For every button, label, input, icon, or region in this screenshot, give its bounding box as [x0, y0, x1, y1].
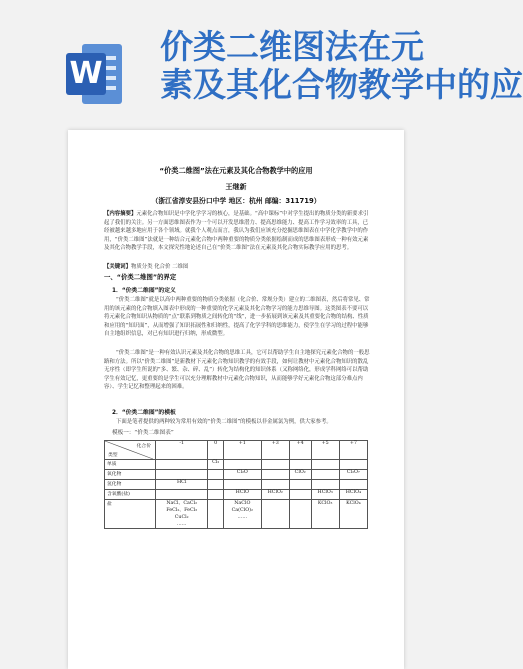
table-cell [289, 500, 311, 529]
table-cell [339, 480, 367, 490]
subsection-heading-1-2: 2．“价类二维图”的模板 [112, 410, 176, 416]
document-school: （浙江省淳安县汾口中学 地区：杭州 邮编：311719） [151, 197, 321, 205]
word-logo-letter: W [66, 53, 106, 95]
valence-header: -1 [156, 441, 208, 460]
subsection-heading-1-1: 1．“价类二维图”的定义 [112, 288, 176, 294]
row-label: 单质 [105, 460, 156, 470]
table-row [105, 470, 368, 480]
corner-bottom-label: 类型 [108, 453, 118, 458]
table-cell [261, 470, 289, 480]
table-cell [289, 480, 311, 490]
document-page [68, 130, 404, 669]
table-corner-cell [105, 441, 156, 460]
row-label: 含氧酸(盐) [105, 490, 156, 500]
table-cell: ClO₂ [289, 470, 311, 480]
word-doc-icon [66, 44, 122, 104]
valence-header: +4 [289, 441, 311, 460]
table-cell [311, 480, 339, 490]
section-heading-1: 一、“价类二维图”的界定 [104, 273, 177, 281]
table-cell [289, 490, 311, 500]
corner-top-label: 化合价 [136, 444, 151, 449]
table-row [105, 490, 368, 500]
table-cell [208, 490, 224, 500]
table-cell: Cl₂O₇ [339, 470, 367, 480]
valence-header: +3 [261, 441, 289, 460]
table-cell: HClO [224, 490, 262, 500]
template-label: 模板一：“价类二维图表” [112, 430, 174, 436]
table-cell: KClO₄ [339, 500, 367, 529]
keywords-text: 物质分类 化合价 二维图 [130, 264, 189, 270]
valence-header: 0 [208, 441, 224, 460]
table-cell: HClO₄ [339, 490, 367, 500]
table-cell [261, 500, 289, 529]
table-cell: NaCl、CaCl₂ FeCl₂、FeCl₃ CuCl₂ …… [156, 500, 208, 529]
banner-title-line1: 价类二维图法在元 [160, 27, 424, 66]
document-author: 王继新 [225, 183, 247, 191]
table-cell: HClO₂ [261, 490, 289, 500]
paragraph-1: “价类二维图”就是以高中两种重要的物质分类依据（化合价、常规分类）建立的二维图表，然后将常见、常用的该元素的化合物填入图表中形成的一种重要的化学元素及其化合物学习的能力思维导图。这类图表不要可以将元素化合物知识从物质的“点”联系到物质之间转化的“线”，进一步拓展到该元素及其重要化合物的结构、性质和应用的“知识面”，从而增强了知识拓展性和归纳性，提高了化学学科的思维能力，使学生在学习的过程中能够自主地组织信息，对已有知识进行归纳，形成微型。 [104, 297, 370, 338]
valence-header: +1 [224, 441, 262, 460]
table-cell [156, 490, 208, 500]
table-cell [208, 500, 224, 529]
table-cell [208, 480, 224, 490]
paragraph-2: “价类二维图”是一种有效认识元素及其化合物的思维工具，它可以帮助学生自主地探究元素化合物的一般思路和方法。所以“价类二维图”是新教材下元素化合物知识教学的有效手段，如何让教材中元素化合物知识的散乱无序性（即学生所说的“多、繁、杂、碎、乱”）转化为结构化的知识体系（又称网络化，形成学科网络可以帮助学生有效记忆，更重要的是学生可以充分理解教材中元素化合物知识，从而能够学好元素化合物这部分难点内容）、学生记忆和整理起来的困难。 [104, 350, 370, 391]
table-cell: Cl₂ [208, 460, 224, 470]
table-header-row [105, 441, 368, 460]
valence-header: +7 [339, 441, 367, 460]
abstract-text: 元素化合物知识是中学化学学习的核心，是基础。“高中课标”中对学生提出的物质分类的新要求引起了我们的关注。另一方面思维图表作为一个可以开发思维潜力、提高思维能力、提高工作学习效率的工具，已经被越来越多地应用于各个领域。就我个人观点而言，我认为我们应该充分挖掘思维图表在中学化学教学中的作用，“价类二维图”法就是一种结合元素化合物中两种重要的物质分类依据绘制而成的思维图表形成一种有效元素及其化合物教学手段，本文探究性地论述自己在“价类二维图”法在元素及其化合物实际教学应用的思考。 [104, 211, 369, 252]
paragraph-3: 下面是笔者提供的两种较为常用有效的“价类二维图”的模板以非金属氯为例，供大家参考。 [116, 419, 332, 425]
valence-class-table [104, 440, 368, 529]
table-cell [311, 470, 339, 480]
table-row [105, 480, 368, 490]
banner-title [160, 27, 523, 104]
table-cell [224, 460, 262, 470]
keywords-label: 【关键词】 [104, 264, 131, 270]
table-row [105, 460, 368, 470]
table-cell: HClO₃ [311, 490, 339, 500]
table-cell [339, 460, 367, 470]
table-cell [311, 460, 339, 470]
table-cell [156, 460, 208, 470]
table-cell: Cl₂O [224, 470, 262, 480]
table-cell: KClO₃ [311, 500, 339, 529]
row-label: 氧化物 [105, 470, 156, 480]
table-cell [224, 480, 262, 490]
row-label: 氢化物 [105, 480, 156, 490]
table-cell [261, 480, 289, 490]
table-cell: HCl [156, 480, 208, 490]
banner [0, 0, 523, 110]
abstract [104, 210, 372, 253]
abstract-label: 【内容摘要】 [104, 211, 137, 217]
table-cell [208, 470, 224, 480]
banner-title-line2: 素及其化合物教学中的应 [160, 65, 523, 104]
table-cell [261, 460, 289, 470]
valence-header: +5 [311, 441, 339, 460]
document-title: “价类二维图”法在元素及其化合物教学中的应用 [159, 166, 313, 175]
row-label: 盐 [105, 500, 156, 529]
keywords [104, 262, 372, 270]
table-cell: NaClO Ca(ClO)₂ …… [224, 500, 262, 529]
table-cell [156, 470, 208, 480]
table-row [105, 500, 368, 529]
table-cell [289, 460, 311, 470]
